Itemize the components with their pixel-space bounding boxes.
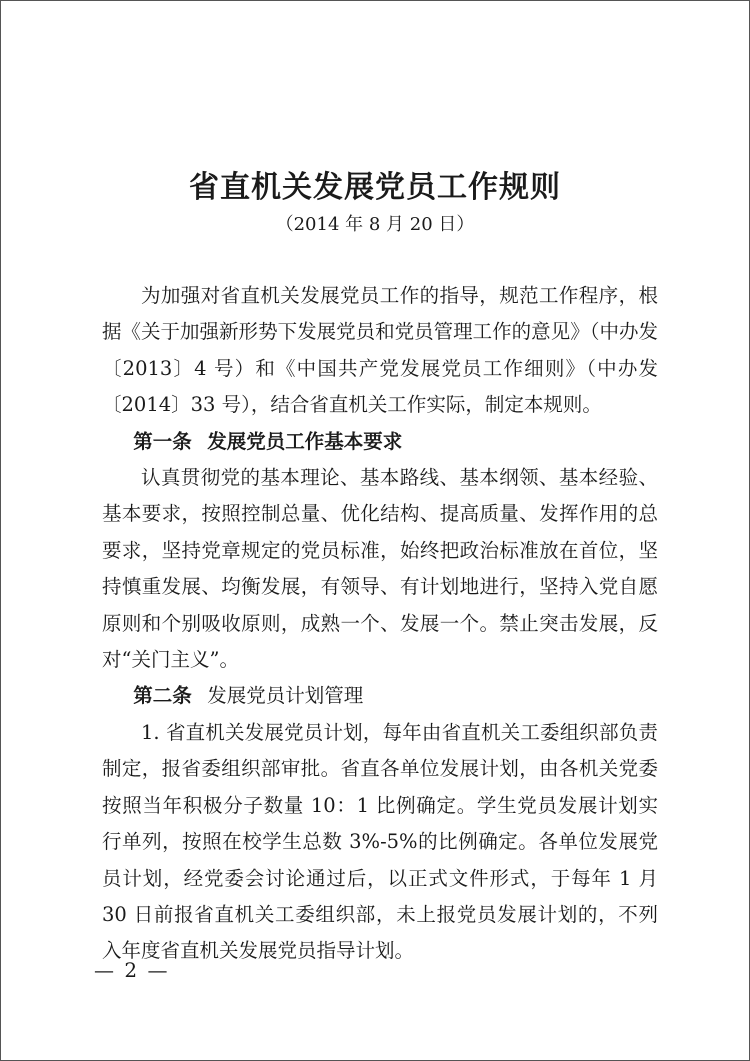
- article-2-heading: [102, 678, 658, 714]
- document-title: 省直机关发展党员工作规则: [189, 170, 561, 205]
- article-1-paragraph: 认真贯彻党的基本理论、基本路线、基本纲领、基本经验、基本要求，按照控制总量、优化结构、提高质量、发挥作用的总要求，坚持党章规定的党员标准，始终把政治标准放在首位，坚持慎重发展、均衡发展，有领导、有计划地进行，坚持入党自愿原则和个别吸收原则，成熟一个、发展一个。禁止突击发展，反对“关门主义”。: [102, 466, 658, 672]
- article-1-label: 第一条: [133, 429, 192, 453]
- page-number: — 2 —: [94, 958, 170, 982]
- article-2-label: 第二条: [133, 684, 192, 708]
- article-2-paragraph-1: 1. 省直机关发展党员计划，每年由省直机关工委组织部负责制定，报省委组织部审批。省直各单位发展计划，由各机关党委按照当年积极分子数量 10：1 比例确定。学生党员发展计划实行单列，按照在校学生总数 3%-5%的比例确定。各单位发展党员计划，经党委会讨论通过后，以正式文件形式，于每年 1 月 30 日前报省直机关工委组织部，未上报党员发展计划的，不列入年度省直机关发展党员指导计划。: [102, 720, 658, 963]
- document-body: [102, 278, 658, 970]
- intro-paragraph: 为加强对省直机关发展党员工作的指导，规范工作程序，根据《关于加强新形势下发展党员和党员管理工作的意见》（中办发〔2013〕4 号）和《中国共产党发展党员工作细则》（中办发〔2014〕33 号），结合省直机关工作实际，制定本规则。: [102, 284, 658, 417]
- article-1-title: 发展党员工作基本要求: [207, 429, 403, 453]
- article-1-heading: [102, 424, 658, 460]
- document-date: （2014 年 8 月 20 日）: [275, 214, 475, 235]
- article-2-title: 发展党员计划管理: [207, 684, 364, 708]
